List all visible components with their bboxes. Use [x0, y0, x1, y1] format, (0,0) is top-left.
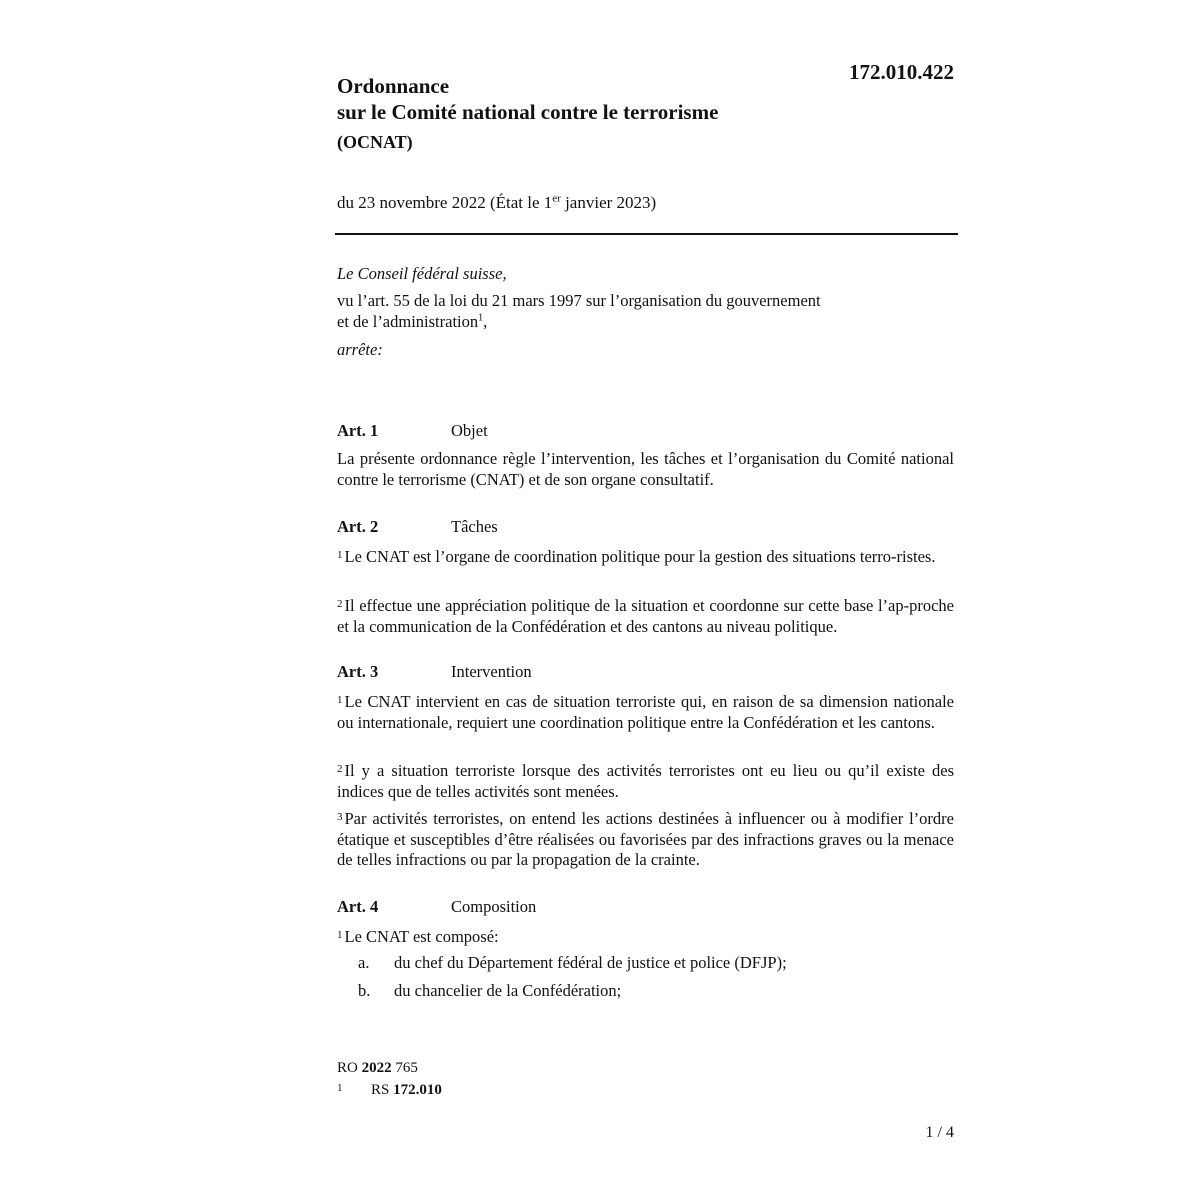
date-ordinal: er [552, 192, 561, 205]
paragraph-text: Le CNAT intervient en cas de situation terroriste qui, en raison de sa dimension nationale ou internationale, requiert une coordination politique entre la Confédération et les cantons. [337, 692, 954, 732]
ro-prefix: RO [337, 1060, 362, 1076]
article-title: Intervention [451, 662, 532, 681]
preamble-council: Le Conseil fédéral suisse, [337, 264, 507, 283]
paragraph-text: Il effectue une appréciation politique de la situation et coordonne sur cette base l’ap-proche et la communication de la Confédération et des cantons au niveau politique. [337, 596, 954, 636]
ro-page: 765 [391, 1060, 418, 1076]
article-2-heading [337, 517, 954, 537]
footnote-1 [337, 1078, 442, 1100]
article-title: Objet [451, 421, 488, 440]
paragraph-number: 1 [337, 694, 343, 706]
article-title: Composition [451, 897, 537, 916]
paragraph-number: 2 [337, 763, 343, 775]
footnote-number: 1 [337, 1082, 343, 1094]
preamble-basis [337, 290, 954, 332]
page-number: 1 / 4 [925, 1124, 954, 1141]
list-item-a [358, 953, 954, 973]
paragraph-text: Par activités terroristes, on entend les actions destinées à influencer ou à modifier l’ordre étatique et susceptibles d’être réalisées ou favorisées par des infractions graves ou la menace de telles infractions ou par la propagation de la crainte. [337, 809, 954, 869]
list-text: du chef du Département fédéral de justice et police (DFJP); [394, 953, 787, 972]
article-number: Art. 4 [337, 897, 379, 916]
list-letter: a. [358, 953, 370, 972]
list-letter: b. [358, 981, 371, 1000]
paragraph-number: 3 [337, 811, 343, 823]
footnote-ref[interactable]: 1 [478, 312, 484, 324]
document-title [337, 73, 718, 155]
ro-year: 2022 [361, 1060, 392, 1076]
paragraph-text: Le CNAT est l’organe de coordination politique pour la gestion des situations terro-ristes. [344, 547, 936, 566]
title-line-2: sur le Comité national contre le terrorisme [337, 100, 719, 124]
article-2-paragraph-1 [337, 545, 954, 568]
title-abbreviation: (OCNAT) [337, 132, 413, 152]
header-divider [335, 233, 958, 235]
document-date [337, 193, 656, 213]
article-3-paragraph-1 [337, 690, 954, 733]
article-4-paragraph-1 [337, 925, 954, 948]
article-2-paragraph-2 [337, 594, 954, 637]
list-item-b [358, 981, 954, 1001]
paragraph-text: La présente ordonnance règle l’intervention, les tâches et l’organisation du Comité national contre le terrorisme (CNAT) et de son organe consultatif. [337, 449, 954, 489]
doc-number: 172.010.422 [849, 60, 954, 84]
basis-end: , [483, 312, 488, 331]
list-text: du chancelier de la Confédération; [394, 981, 622, 1000]
paragraph-text: Il y a situation terroriste lorsque des activités terroristes ont eu lieu ou qu’il existe des indices que de telles activités sont menées. [337, 761, 954, 801]
article-3-paragraph-2 [337, 759, 954, 802]
article-number: Art. 2 [337, 517, 379, 536]
paragraph-number: 1 [337, 929, 343, 941]
article-number: Art. 1 [337, 421, 379, 440]
date-suffix: janvier 2023) [560, 193, 657, 212]
basis-line-1: vu l’art. 55 de la loi du 21 mars 1997 sur l’organisation du gouvernement [337, 291, 821, 310]
paragraph-text: Le CNAT est composé: [344, 927, 499, 946]
paragraph-number: 2 [337, 598, 343, 610]
article-3-heading [337, 662, 954, 682]
paragraph-number: 1 [337, 549, 343, 561]
title-line-1: Ordonnance [337, 74, 450, 98]
ro-reference [337, 1058, 418, 1078]
basis-line-2: et de l’administration [337, 312, 479, 331]
footnote-prefix: RS [371, 1082, 394, 1098]
article-title: Tâches [451, 517, 498, 536]
date-prefix: du 23 novembre 2022 (État le 1 [337, 193, 553, 212]
preamble-decree: arrête: [337, 340, 383, 359]
article-4-heading [337, 897, 954, 917]
article-number: Art. 3 [337, 662, 379, 681]
article-3-paragraph-3 [337, 807, 954, 871]
article-1-paragraph [337, 449, 954, 490]
footnote-ref-number: 172.010 [393, 1082, 442, 1098]
article-1-heading [337, 421, 954, 441]
